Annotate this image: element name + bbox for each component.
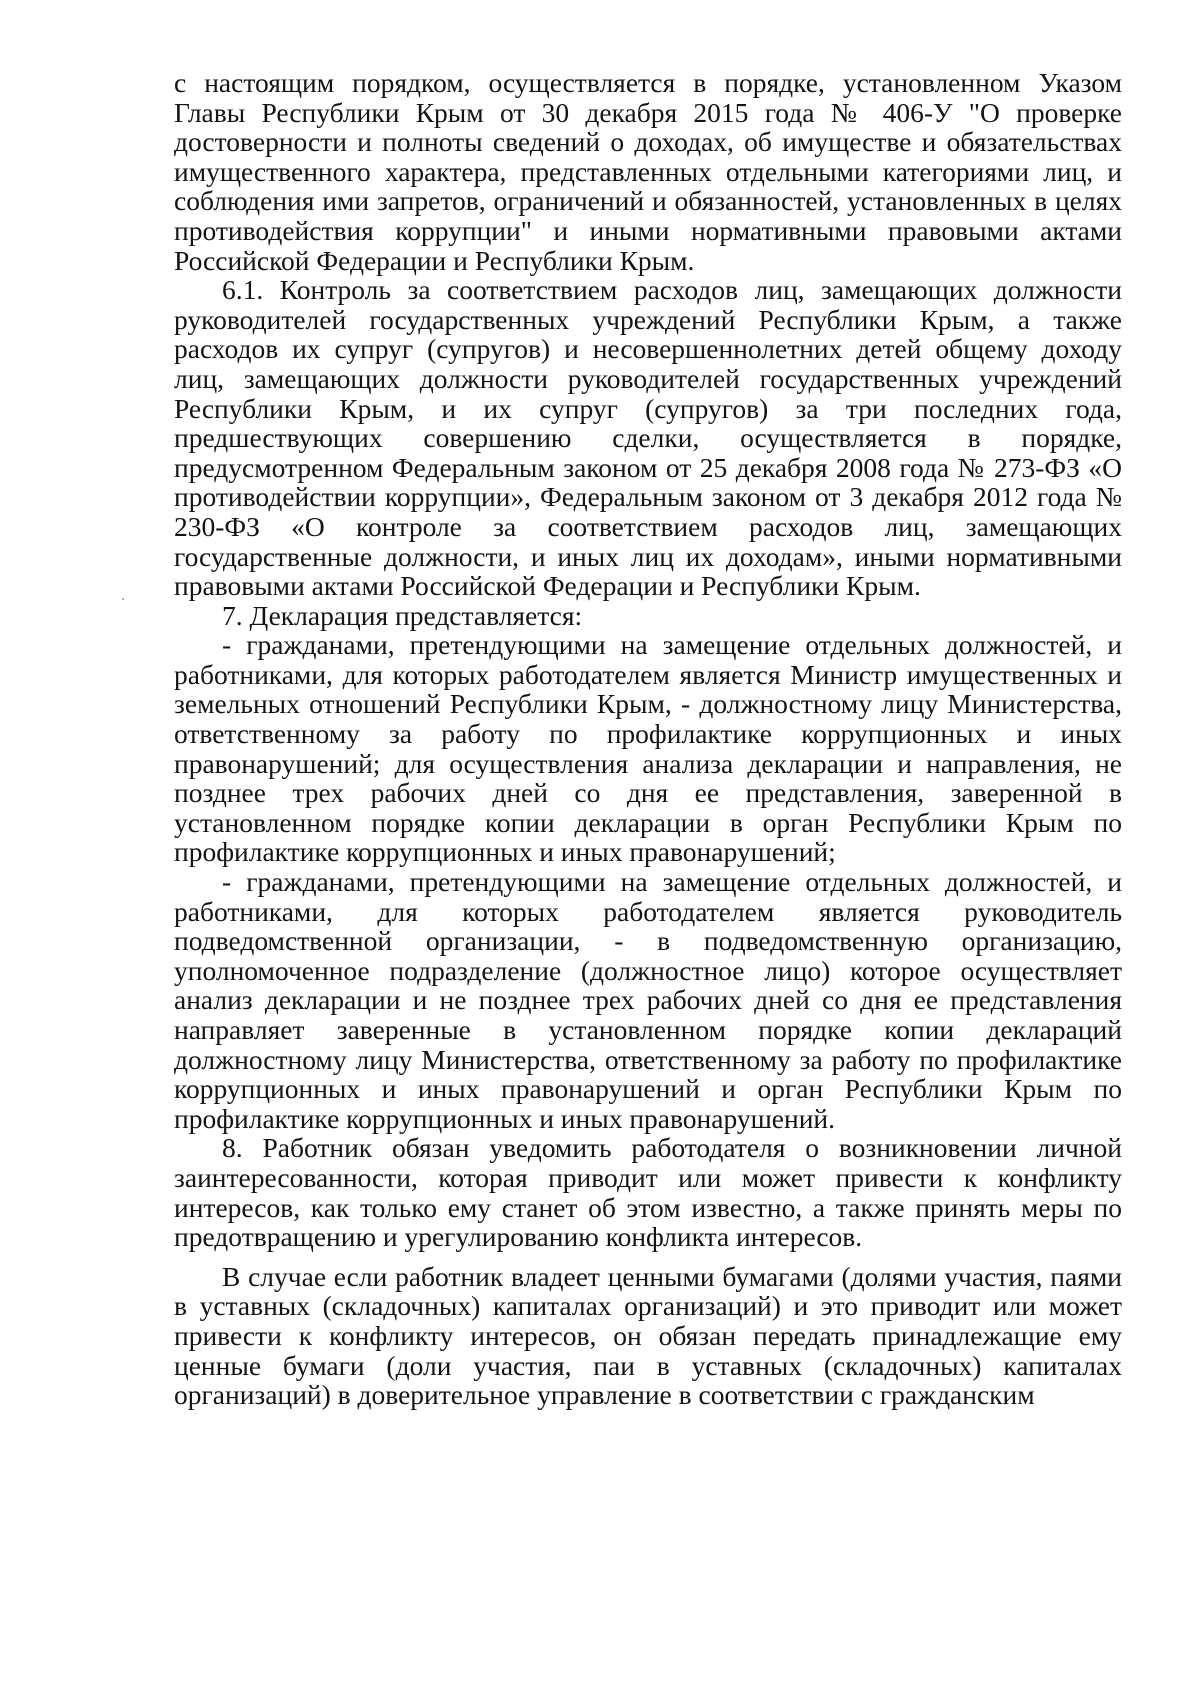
paragraph-continuation: с настоящим порядком, осуществляется в порядке, установленном Указом Главы Республики Крым от 30 декабря 2015 года № 406-У "О проверке достоверности и полноты сведений о доходах, об имуществе и обязательствах имущественного характера, представленных отдельными категориями лиц, и соблюдения ими запретов, ограничений и обязанностей, установленных в целях противодействия коррупции" и иными нормативными правовыми актами Российской Федерации и Республики Крым.	[174, 67, 1122, 276]
scan-dot	[122, 598, 124, 600]
document-body	[174, 68, 1122, 1410]
paragraph-7-item-2: - гражданами, претендующими на замещение отдельных должностей, и работниками, для которых работодателем является руководитель подведомственной организации, - в подведомственную организацию, уполномоченное подразделение (должностное лицо) которое осуществляет анализ декларации и не позднее трех рабочих дней со дня ее представления направляет заверенные в установленном порядке копии деклараций должностному лицу Министерства, ответственному за работу по профилактике коррупционных и иных правонарушений и орган Республики Крым по профилактике коррупционных и иных правонарушений.	[174, 866, 1122, 1134]
paragraph-8: 8. Работник обязан уведомить работодателя о возникновении личной заинтересованности, которая приводит или может привести к конфликту интересов, как только ему станет об этом известно, а также принять меры по предотвращению и урегулированию конфликта интересов.	[174, 1132, 1122, 1253]
paragraph-7: 7. Декларация представляется:	[222, 599, 583, 631]
paragraph-8-continuation: В случае если работник владеет ценными бумагами (долями участия, паями в уставных (складочных) капиталах организаций) и это приводит или может привести к конфликту интересов, он обязан передать принадлежащие ему ценные бумаги (доли участия, паи в уставных (складочных) капиталах организаций) в доверительное управление в соответствии с гражданским	[174, 1260, 1122, 1411]
paragraph-7-item-1: - гражданами, претендующими на замещение отдельных должностей, и работниками, для которых работодателем является Министр имущественных и земельных отношений Республики Крым, - должностному лицу Министерства, ответственному за работу по профилактике коррупционных и иных правонарушений; для осуществления анализа декларации и направления, не позднее трех рабочих дней со дня ее представления, заверенной в установленном порядке копии декларации в орган Республики Крым по профилактике коррупционных и иных правонарушений;	[174, 629, 1122, 868]
paragraph-6-1: 6.1. Контроль за соответствием расходов лиц, замещающих должности руководителей государственных учреждений Республики Крым, а также расходов их супруг (супругов) и несовершеннолетних детей общему доходу лиц, замещающих должности руководителей государственных учреждений Республики Крым, и их супруг (супругов) за три последних года, предшествующих совершению сделки, осуществляется в порядке, предусмотренном Федеральным законом от 25 декабря 2008 года № 273-ФЗ «О противодействии коррупции», Федеральным законом от 3 декабря 2012 года № 230-ФЗ «О контроле за соответствием расходов лиц, замещающих государственные должности, и иных лиц их доходам», иными нормативными правовыми актами Российской Федерации и Республики Крым.	[174, 274, 1122, 602]
